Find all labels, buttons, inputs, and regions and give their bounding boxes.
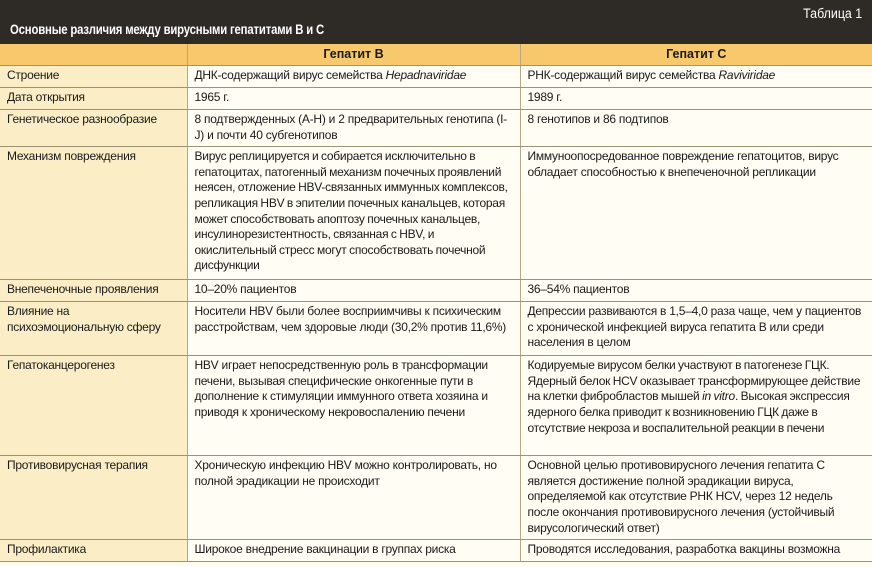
row-label: Профилактика — [0, 540, 187, 562]
hbv-cell: Хроническую инфекцию HBV можно контролировать, но полной эрадикации не происходит — [187, 456, 520, 540]
row-label: Противовирусная терапия — [0, 456, 187, 540]
column-header-hbv: Гепатит В — [187, 44, 520, 66]
row-label: Генетическое разнообразие — [0, 110, 187, 147]
table-number: Таблица 1 — [802, 6, 862, 21]
row-label: Влияние на психоэмоциональную сферу — [0, 302, 187, 356]
row-label: Внепеченочные проявления — [0, 280, 187, 302]
hcv-cell: Основной целью противовирусного лечения гепатита С является достижение полной эрадикации вируса, определяемой как отсутствие РНК HCV, через 12 недель после окончания противовирусного лечения (устойчивый вирусологический ответ) — [520, 456, 872, 540]
column-header-row — [0, 44, 872, 66]
table-row — [0, 280, 872, 302]
row-label: Строение — [0, 66, 187, 88]
hbv-cell: Широкое внедрение вакцинации в группах риска — [187, 540, 520, 562]
hcv-cell: Проводятся исследования, разработка вакцины возможна — [520, 540, 872, 562]
hcv-cell: 1989 г. — [520, 88, 872, 110]
hcv-cell: Кодируемые вирусом белки участвуют в патогенезе ГЦК. Ядерный белок HCV оказывает трансформирующее действие на клетки фибробластов мышей in vitro. Высокая экспрессия ядерного белка приводит к возникновению ГЦК даже в отсутствие некроза и воспалительной реакции в печени — [520, 356, 872, 456]
table-row — [0, 88, 872, 110]
row-label: Гепатоканцерогенез — [0, 356, 187, 456]
hcv-cell: Иммуноопосредованное повреждение гепатоцитов, вирус обладает способностью к внепеченочной репликации — [520, 147, 872, 280]
column-header-feature — [0, 44, 187, 66]
table-row — [0, 456, 872, 540]
table-row — [0, 356, 872, 456]
row-label: Механизм повреждения — [0, 147, 187, 280]
hcv-cell: 36–54% пациентов — [520, 280, 872, 302]
table-row — [0, 540, 872, 562]
comparison-table — [0, 44, 872, 562]
hcv-cell: РНК-содержащий вирус семейства Raviviridae — [520, 66, 872, 88]
hbv-cell: ДНК-содержащий вирус семейства Hepadnaviridae — [187, 66, 520, 88]
hbv-cell: Вирус реплицируется и собирается исключительно в гепатоцитах, патогенный механизм почечных проявлений неясен, отложение HBV-связанных иммунных комплексов, репликация HBV в эпителии почечных канальцев, которая может способствовать апоптозу почечных канальцев, инсулинорезистентность, связанная с HBV, и окислительный стресс могут способствовать почечной дисфункции — [187, 147, 520, 280]
hcv-cell: Депрессии развиваются в 1,5–4,0 раза чаще, чем у пациентов с хронической инфекцией вируса гепатита В или среди населения в целом — [520, 302, 872, 356]
column-header-hcv: Гепатит С — [520, 44, 872, 66]
hbv-cell: 8 подтвержденных (A-H) и 2 предварительных генотипа (I-J) и почти 40 субгенотипов — [187, 110, 520, 147]
hbv-cell: HBV играет непосредственную роль в трансформации печени, вызывая специфические онкогенные пути в дополнение к стимуляции иммунного ответа хозяина и приводя к хроническому некровоспалению печени — [187, 356, 520, 456]
table-row — [0, 66, 872, 88]
table-header-bar — [0, 0, 872, 44]
table-title: Основные различия между вирусными гепатитами В и С — [10, 22, 325, 37]
row-label: Дата открытия — [0, 88, 187, 110]
table-row — [0, 302, 872, 356]
hbv-cell: Носители HBV были более восприимчивы к психическим расстройствам, чем здоровые люди (30,2% против 11,6%) — [187, 302, 520, 356]
table-row — [0, 110, 872, 147]
table-row — [0, 147, 872, 280]
hcv-cell: 8 генотипов и 86 подтипов — [520, 110, 872, 147]
hbv-cell: 1965 г. — [187, 88, 520, 110]
hbv-cell: 10–20% пациентов — [187, 280, 520, 302]
